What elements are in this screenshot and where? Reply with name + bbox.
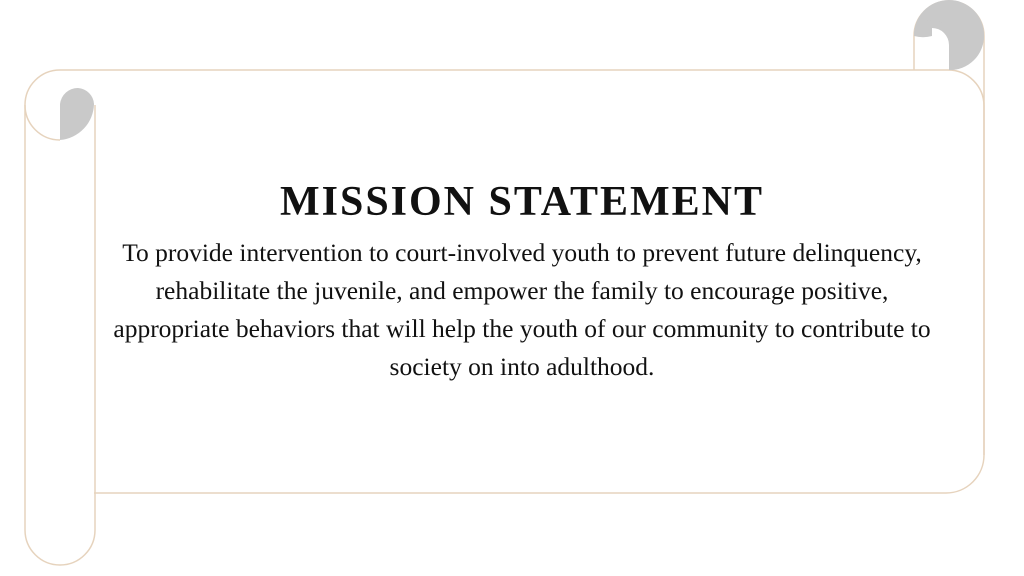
- scroll-curl-left: [60, 88, 94, 140]
- scroll-left-roll-outline: [25, 70, 95, 565]
- mission-statement-text: To provide intervention to court-involved youth to prevent future delinquency, rehabilitate the juvenile, and empower the family to encourage positive, appropriate behaviors that will help the youth of our community to contribute to society on into adulthood.: [113, 238, 931, 381]
- scroll-left-roll-top: [25, 105, 60, 140]
- slide-title: MISSION STATEMENT: [279, 179, 765, 225]
- mission-content: [100, 176, 944, 386]
